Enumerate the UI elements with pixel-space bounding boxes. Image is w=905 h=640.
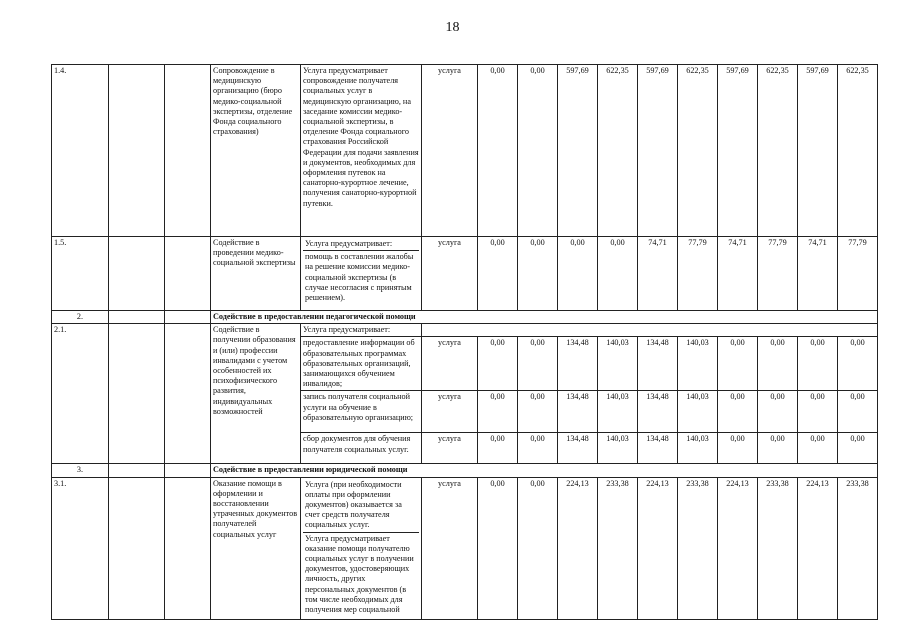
value-cell: 597,69 [638, 65, 678, 237]
section-number: 3. [52, 464, 109, 477]
unit: услуга [422, 237, 478, 311]
value-cell: 0,00 [558, 237, 598, 311]
table-row [52, 324, 878, 337]
table-row [52, 237, 878, 311]
tariff-table [51, 64, 878, 620]
value-cell: 0,00 [478, 477, 518, 619]
page-number: 18 [445, 20, 460, 35]
value-cell: 0,00 [718, 337, 758, 391]
service-description: сбор документов для обучения получателя социальных услуг. [301, 433, 422, 464]
value-cell: 0,00 [518, 391, 558, 433]
service-description: Услуга предусматривает сопровождение получателя социальных услуг в медицинскую организацию, на заседание комиссии медико-социальной экспертизы, в отделение Фонда социального страхования Российской Федерации для подачи заявления и документов, необходимых для оформления путевок на санаторно-курортное лечение, получения санаторно-курортной путевки. [301, 65, 422, 237]
value-cell: 134,48 [558, 433, 598, 464]
value-cell: 140,03 [598, 391, 638, 433]
unit: услуга [422, 391, 478, 433]
empty-cell [165, 477, 211, 619]
empty-cell [109, 324, 165, 464]
value-cell: 140,03 [678, 337, 718, 391]
service-name: Сопровождение в медицинскую организацию (бюро медико-социальной экспертизы, отделение Фонда социального страхования) [211, 65, 301, 237]
value-cell: 0,00 [798, 337, 838, 391]
section-title: Содействие в предоставлении педагогической помощи [211, 311, 878, 324]
value-cell: 0,00 [478, 391, 518, 433]
row-number: 3.1. [52, 477, 109, 619]
value-cell: 0,00 [838, 391, 878, 433]
row-number: 1.5. [52, 237, 109, 311]
description-note: Услуга (при необходимости оплаты при оформлении документов) оказывается за счет средств получателя социальных услуг. [305, 479, 402, 530]
empty-cell [165, 237, 211, 311]
value-cell: 233,38 [838, 477, 878, 619]
value-cell: 0,00 [838, 337, 878, 391]
value-cell: 0,00 [718, 433, 758, 464]
value-cell: 134,48 [558, 391, 598, 433]
value-cell: 622,35 [678, 65, 718, 237]
row-number: 1.4. [52, 65, 109, 237]
value-cell: 134,48 [638, 391, 678, 433]
service-description: запись получателя социальной услуги на обучение в образовательную организацию; [301, 391, 422, 433]
value-cell: 140,03 [598, 337, 638, 391]
value-cell: 0,00 [518, 237, 558, 311]
value-cell: 0,00 [518, 433, 558, 464]
description-text: Услуга предусматривает оказание помощи получателю социальных услуг в получении документов, удостоверяющих личность, других персональных документов (в том числе необходимых для получения мер социальной [303, 532, 419, 617]
description-text: помощь в составлении жалобы на решение комиссии медико-социальной экспертизы (в случае несогласия с принятым решением). [303, 250, 419, 304]
value-cell: 77,79 [758, 237, 798, 311]
description-intro: Услуга предусматривает: [305, 239, 393, 248]
value-cell: 0,00 [478, 337, 518, 391]
value-cell: 140,03 [598, 433, 638, 464]
value-cell: 134,48 [558, 337, 598, 391]
description-intro: Услуга предусматривает: [301, 324, 422, 337]
table-row [52, 477, 878, 619]
value-cell: 224,13 [718, 477, 758, 619]
value-cell: 77,79 [678, 237, 718, 311]
section-row [52, 311, 878, 324]
value-cell: 233,38 [758, 477, 798, 619]
value-cell: 224,13 [558, 477, 598, 619]
value-cell: 0,00 [758, 337, 798, 391]
service-description [301, 477, 422, 619]
empty-cell [109, 311, 165, 324]
value-cell: 134,48 [638, 337, 678, 391]
unit: услуга [422, 65, 478, 237]
value-cell: 622,35 [838, 65, 878, 237]
value-cell: 597,69 [798, 65, 838, 237]
service-description: предоставление информации об образовательных программах образовательных организаций, занимающихся обучением инвалидов; [301, 337, 422, 391]
row-number: 2.1. [52, 324, 109, 464]
empty-cell [109, 464, 165, 477]
value-cell: 0,00 [758, 433, 798, 464]
unit: услуга [422, 337, 478, 391]
value-cell: 0,00 [838, 433, 878, 464]
empty-cell [165, 464, 211, 477]
empty-cell [109, 237, 165, 311]
value-cell: 74,71 [638, 237, 678, 311]
empty-cell [109, 65, 165, 237]
section-row [52, 464, 878, 477]
value-cell: 140,03 [678, 433, 718, 464]
value-cell: 622,35 [598, 65, 638, 237]
value-cell: 233,38 [678, 477, 718, 619]
section-title: Содействие в предоставлении юридической помощи [211, 464, 878, 477]
unit: услуга [422, 433, 478, 464]
value-cell: 0,00 [518, 65, 558, 237]
section-number: 2. [52, 311, 109, 324]
value-cell: 233,38 [598, 477, 638, 619]
empty-cell [165, 65, 211, 237]
value-cell: 140,03 [678, 391, 718, 433]
service-description [301, 237, 422, 311]
value-cell: 597,69 [558, 65, 598, 237]
value-cell: 0,00 [798, 433, 838, 464]
service-name: Содействие в проведении медико-социальной экспертизы [211, 237, 301, 311]
value-cell: 0,00 [758, 391, 798, 433]
value-cell: 134,48 [638, 433, 678, 464]
value-cell: 224,13 [798, 477, 838, 619]
empty-cell [165, 311, 211, 324]
value-cell: 0,00 [518, 337, 558, 391]
value-cell: 622,35 [758, 65, 798, 237]
empty-cell [165, 324, 211, 464]
unit: услуга [422, 477, 478, 619]
empty-cell [422, 324, 878, 337]
value-cell: 0,00 [478, 237, 518, 311]
value-cell: 0,00 [518, 477, 558, 619]
table-row [52, 65, 878, 237]
value-cell: 0,00 [478, 433, 518, 464]
value-cell: 0,00 [718, 391, 758, 433]
service-name: Оказание помощи в оформлении и восстановлении утраченных документов получателей социальных услуг [211, 477, 301, 619]
value-cell: 224,13 [638, 477, 678, 619]
value-cell: 74,71 [798, 237, 838, 311]
empty-cell [109, 477, 165, 619]
value-cell: 74,71 [718, 237, 758, 311]
value-cell: 597,69 [718, 65, 758, 237]
service-name: Содействие в получении образования и (или) профессии инвалидами с учетом особенностей их психофизического развития, индивидуальных возможностей [211, 324, 301, 464]
value-cell: 0,00 [478, 65, 518, 237]
value-cell: 77,79 [838, 237, 878, 311]
value-cell: 0,00 [798, 391, 838, 433]
value-cell: 0,00 [598, 237, 638, 311]
